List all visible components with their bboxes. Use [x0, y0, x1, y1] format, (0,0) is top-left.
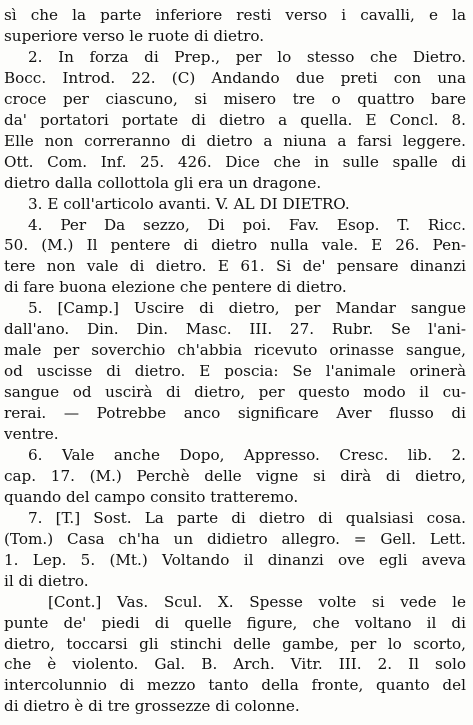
text-line: Bocc. Introd. 22. (C) Andando due preti con una: [4, 68, 466, 87]
text-line: sì che la parte inferiore resti verso i cavalli, e la: [4, 6, 466, 24]
text-line: di dietro è di tre grossezze di colonne.: [4, 697, 300, 716]
text-line: di fare buona elezione che pentere di dietro.: [4, 278, 347, 297]
text-line: 6. Vale anche Dopo, Appresso. Cresc. lib. 2.: [28, 445, 466, 464]
text-line: Elle non correranno di dietro a niuna a farsi leggere.: [4, 131, 466, 150]
text-line: da' portatori portate di dietro a quella. E Concl. 8.: [4, 110, 466, 129]
text-line: tere non vale di dietro. E 61. Si de' pensare dinanzi: [4, 257, 466, 276]
text-line: [Cont.] Vas. Scul. X. Spesse volte si vede le: [48, 592, 466, 611]
text-line: male per soverchio ch'abbia ricevuto orinasse sangue,: [4, 341, 466, 360]
text-line: croce per ciascuno, si misero tre o quattro bare: [4, 89, 466, 108]
text-line: 2. In forza di Prep., per lo stesso che Dietro.: [28, 47, 466, 66]
text-line: intercolunnio di mezzo tanto della fronte, quanto del: [4, 676, 466, 695]
text-line: il di dietro.: [4, 571, 89, 590]
text-line: dietro dalla collottola gli era un dragone.: [4, 173, 322, 192]
text-line: quando del campo consito tratteremo.: [4, 487, 299, 506]
text-line: 5. [Camp.] Uscire di dietro, per Mandar sangue: [28, 299, 466, 318]
text-line: sangue od uscirà di dietro, per questo modo il cu-: [4, 383, 466, 402]
text-line: superiore verso le ruote di dietro.: [4, 26, 265, 45]
text-line: Ott. Com. Inf. 25. 426. Dice che in sulle spalle di: [4, 152, 466, 171]
text-line: 3. E coll'articolo avanti. V. AL DI DIETRO.: [28, 194, 350, 213]
text-line: rerai. — Potrebbe anco significare Aver flusso di: [4, 404, 466, 423]
text-line: (Tom.) Casa ch'ha un didietro allegro. = Gell. Lett.: [4, 529, 466, 548]
text-line: 1. Lep. 5. (Mt.) Voltando il dinanzi ove egli aveva: [4, 550, 466, 569]
text-line: 4. Per Da sezzo, Di poi. Fav. Esop. T. Ricc.: [28, 215, 466, 234]
text-line: 7. [T.] Sost. La parte di dietro di qualsiasi cosa.: [28, 508, 466, 527]
text-line: 50. (M.) Il pentere di dietro nulla vale. E 26. Pen-: [4, 236, 466, 255]
text-line: dietro, toccarsi gli stinchi delle gambe, per lo scorto,: [4, 634, 466, 653]
text-line: cap. 17. (M.) Perchè delle vigne si dirà di dietro,: [4, 466, 466, 485]
text-line: che è violento. Gal. B. Arch. Vitr. III. 2. Il solo: [4, 655, 466, 674]
text-line: punte de' piedi di quelle figure, che voltano il di: [4, 613, 466, 632]
text-line: od uscisse di dietro. E poscia: Se l'animale orinerà: [4, 362, 466, 381]
text-line: dall'ano. Din. Din. Masc. III. 27. Rubr. Se l'ani-: [4, 320, 466, 339]
text-line: ventre.: [4, 425, 59, 443]
